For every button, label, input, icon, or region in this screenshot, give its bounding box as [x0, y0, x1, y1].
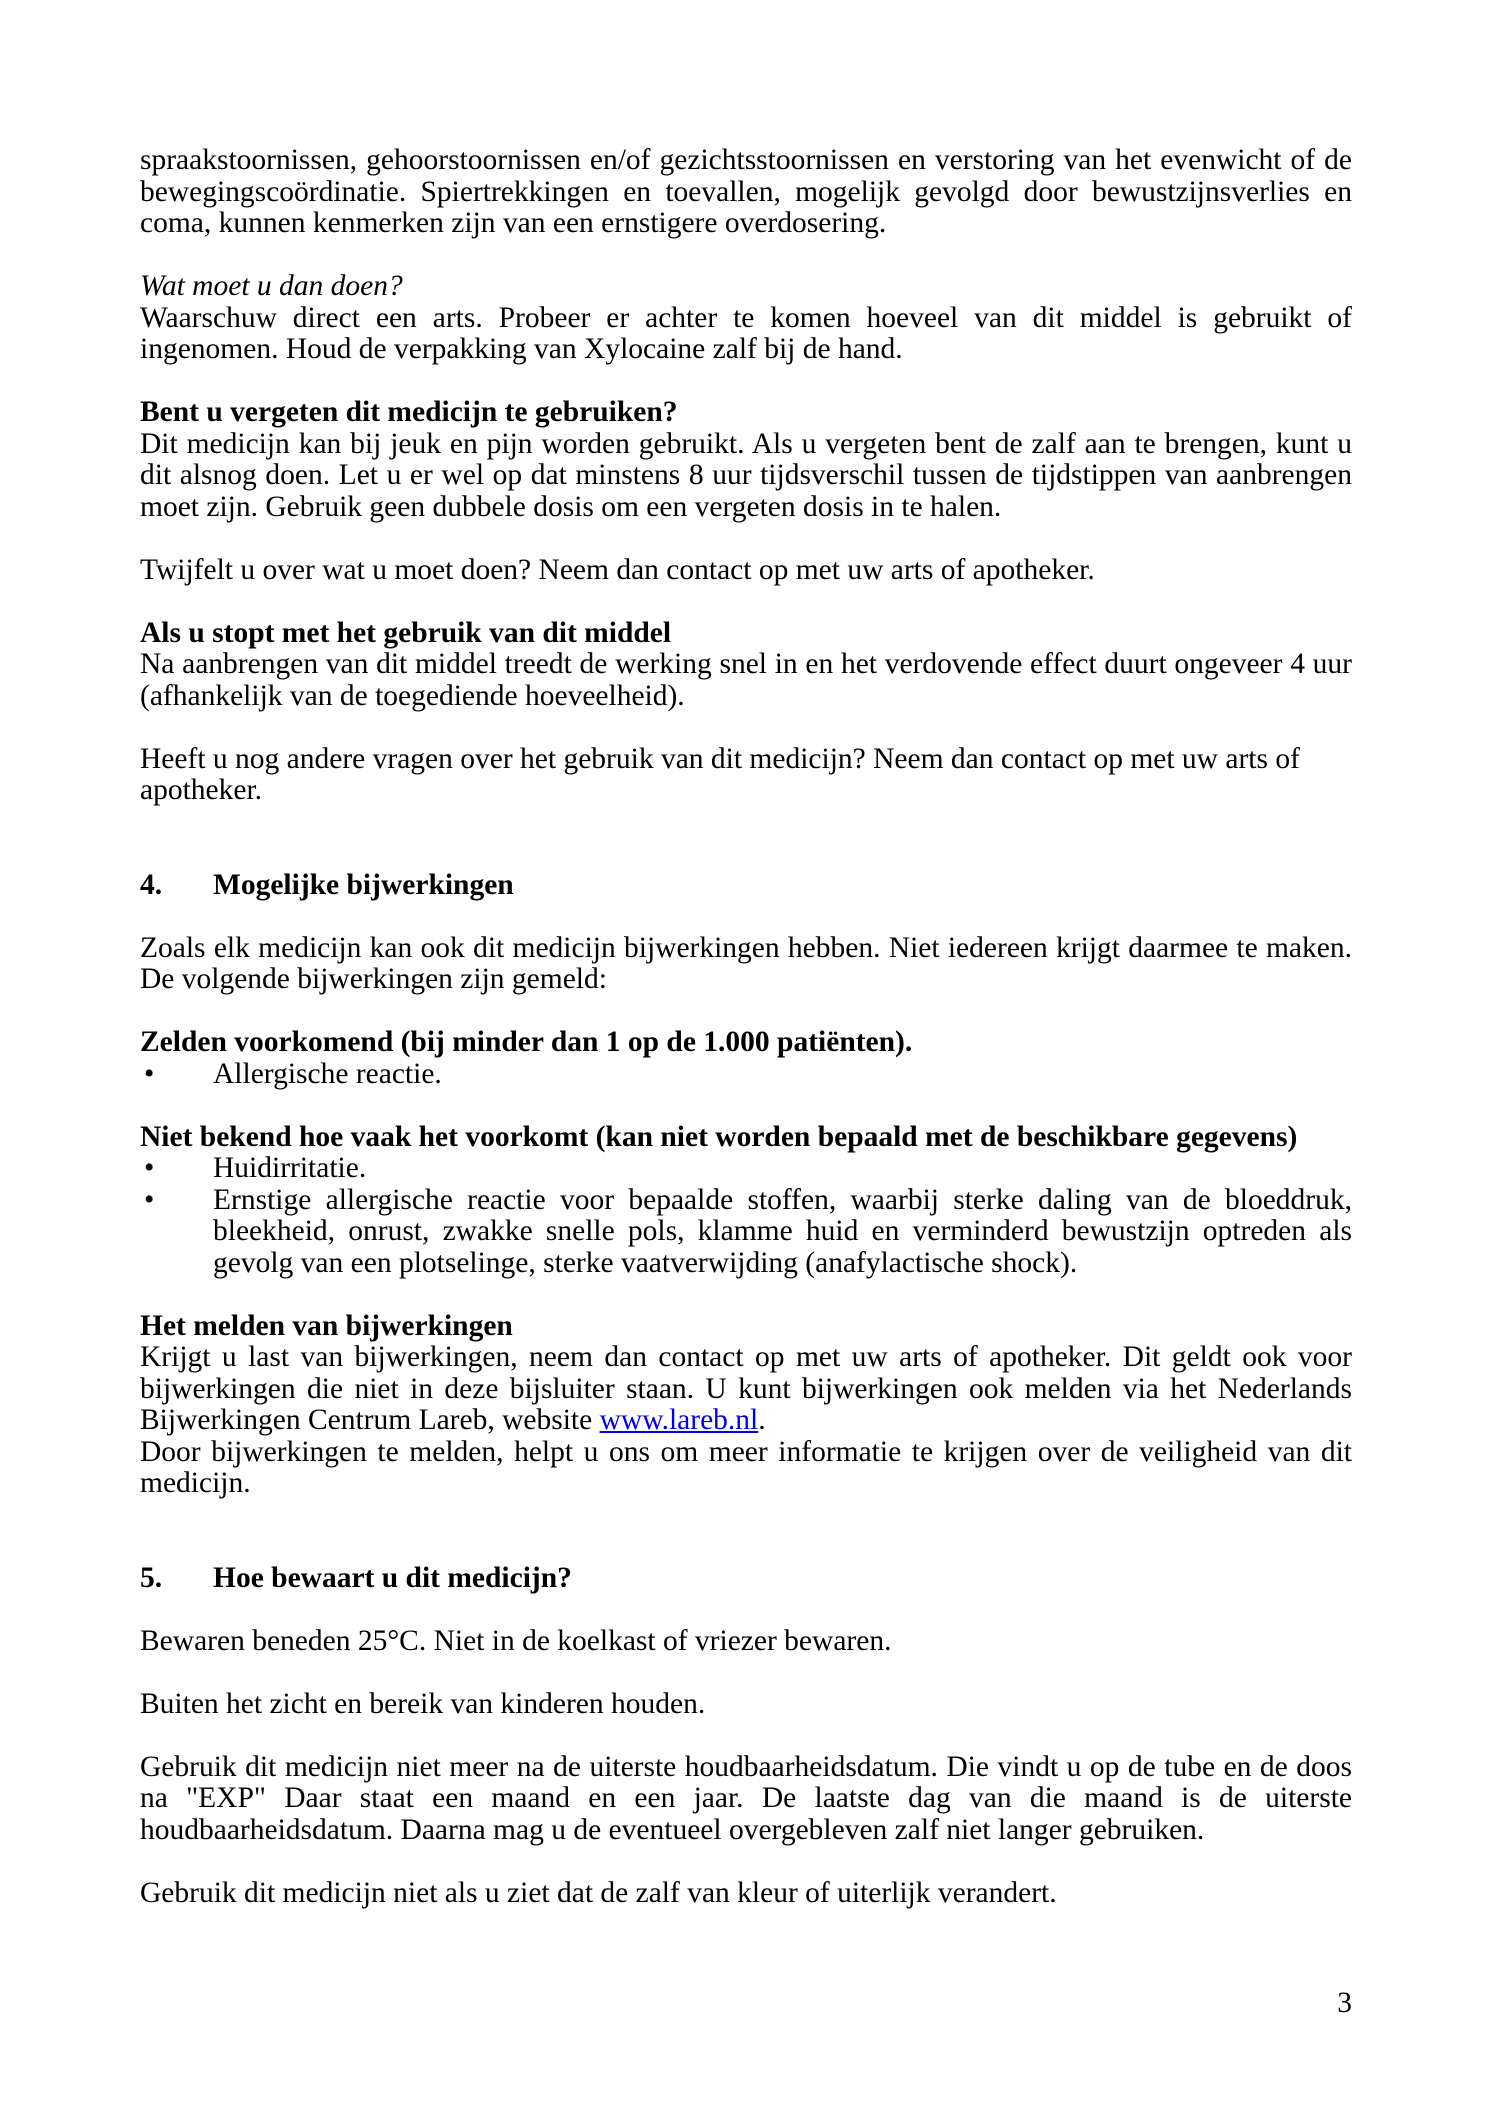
melden-text-suffix: . — [758, 1404, 766, 1436]
paragraph-melden-bijwerkingen — [140, 1342, 1352, 1437]
section-5-number: 5. — [140, 1561, 163, 1594]
heading-wat-moet-u-dan-doen: Wat moet u dan doen? — [140, 270, 403, 302]
heading-stopt-met-gebruik: Als u stopt met het gebruik van dit middel — [140, 616, 672, 649]
bullet-icon: • — [144, 1057, 155, 1090]
bullet-icon: • — [144, 1152, 155, 1184]
paragraph-andere-vragen: Heeft u nog andere vragen over het gebruik van dit medicijn? Neem dan contact op met uw arts of apotheker. — [140, 742, 1300, 806]
lareb-link[interactable]: www.lareb.nl — [599, 1404, 759, 1436]
heading-melden-van-bijwerkingen: Het melden van bijwerkingen — [140, 1309, 513, 1342]
section-4-number: 4. — [140, 868, 163, 901]
page-number: 3 — [1337, 1987, 1352, 2019]
section-heading-5-hoe-bewaart — [140, 1563, 1352, 1595]
paragraph-waarschuw-arts: Waarschuw direct een arts. Probeer er achter te komen hoeveel van dit middel is gebruikt of ingenomen. Houd de verpakking van Xylocaine zalf bij de hand. — [140, 301, 1352, 365]
bullet-item-huidirritatie — [140, 1153, 1352, 1185]
bullet-icon: • — [144, 1183, 155, 1216]
paragraph-door-bijwerkingen-melden: Door bijwerkingen te melden, helpt u ons om meer informatie te krijgen over de veiligheid van dit medicijn. — [140, 1435, 1352, 1499]
paragraph-twijfelt: Twijfelt u over wat u moet doen? Neem dan contact op met uw arts of apotheker. — [140, 553, 1095, 586]
paragraph-bewaren-temperatuur: Bewaren beneden 25°C. Niet in de koelkast of vriezer bewaren. — [140, 1624, 892, 1657]
section-5-title: Hoe bewaart u dit medicijn? — [213, 1561, 572, 1594]
paragraph-bijwerkingen-intro: Zoals elk medicijn kan ook dit medicijn bijwerkingen hebben. Niet iedereen krijgt daarmee te maken. De volgende bijwerkingen zijn gemeld: — [140, 931, 1352, 995]
bullet-text: Allergische reactie. — [213, 1057, 442, 1090]
paragraph-overdose-symptoms: spraakstoornissen, gehoorstoornissen en/of gezichtsstoornissen en verstoring van het evenwicht of de bewegingscoördinatie. Spiertrekkingen en toevallen, mogelijk gevolgd door bewustzijnsverlies en coma, kunnen kenmerken zijn van een ernstigere overdosering. — [140, 144, 1352, 239]
paragraph-buiten-bereik-kinderen: Buiten het zicht en bereik van kinderen houden. — [140, 1687, 706, 1720]
heading-zelden-voorkomend: Zelden voorkomend (bij minder dan 1 op de 1.000 patiënten). — [140, 1026, 913, 1058]
section-heading-4-mogelijke-bijwerkingen — [140, 870, 1352, 902]
bullet-text: Huidirritatie. — [213, 1152, 367, 1184]
section-4-title: Mogelijke bijwerkingen — [213, 868, 514, 901]
heading-vergeten-te-gebruiken: Bent u vergeten dit medicijn te gebruiken? — [140, 396, 678, 428]
heading-niet-bekend-hoe-vaak: Niet bekend hoe vaak het voorkomt (kan niet worden bepaald met de beschikbare gegevens) — [140, 1120, 1298, 1153]
bullet-text: Ernstige allergische reactie voor bepaalde stoffen, waarbij sterke daling van de bloeddruk, bleekheid, onrust, zwakke snelle pols, klamme huid en verminderd bewustzijn optreden als gevolg van een plotselinge, sterke vaatverwijding (anafylactische shock). — [213, 1183, 1352, 1279]
paragraph-kleur-verandert: Gebruik dit medicijn niet als u ziet dat de zalf van kleur of uiterlijk verandert. — [140, 1876, 1057, 1909]
bullet-item-ernstige-allergische-reactie — [140, 1185, 1352, 1280]
bullet-item-allergische-reactie — [140, 1059, 1352, 1091]
melden-text: Krijgt u last van bijwerkingen, neem dan contact op met uw arts of apotheker. Dit geldt ook voor bijwerkingen die niet in deze bijsluiter staan. U kunt bijwerkingen ook melden via het Nederlands Bijwerkingen Centrum Lareb, website — [140, 1341, 1352, 1436]
paragraph-vergeten-dosis: Dit medicijn kan bij jeuk en pijn worden gebruikt. Als u vergeten bent de zalf aan te brengen, kunt u dit alsnog doen. Let u er wel op dat minstens 8 uur tijdsverschil tussen de tijdstippen van aanbrengen moet zijn. Gebruik geen dubbele dosis om een vergeten dosis in te halen. — [140, 427, 1352, 523]
paragraph-houdbaarheidsdatum: Gebruik dit medicijn niet meer na de uiterste houdbaarheidsdatum. Die vindt u op de tube en de doos na "EXP" Daar staat een maand en een jaar. De laatste dag van die maand is de uiterste houdbaarheidsdatum. Daarna mag u de eventueel overgebleven zalf niet langer gebruiken. — [140, 1750, 1352, 1846]
paragraph-werking-effect: Na aanbrengen van dit middel treedt de werking snel in en het verdovende effect duurt ongeveer 4 uur (afhankelijk van de toegediende hoeveelheid). — [140, 648, 1352, 712]
